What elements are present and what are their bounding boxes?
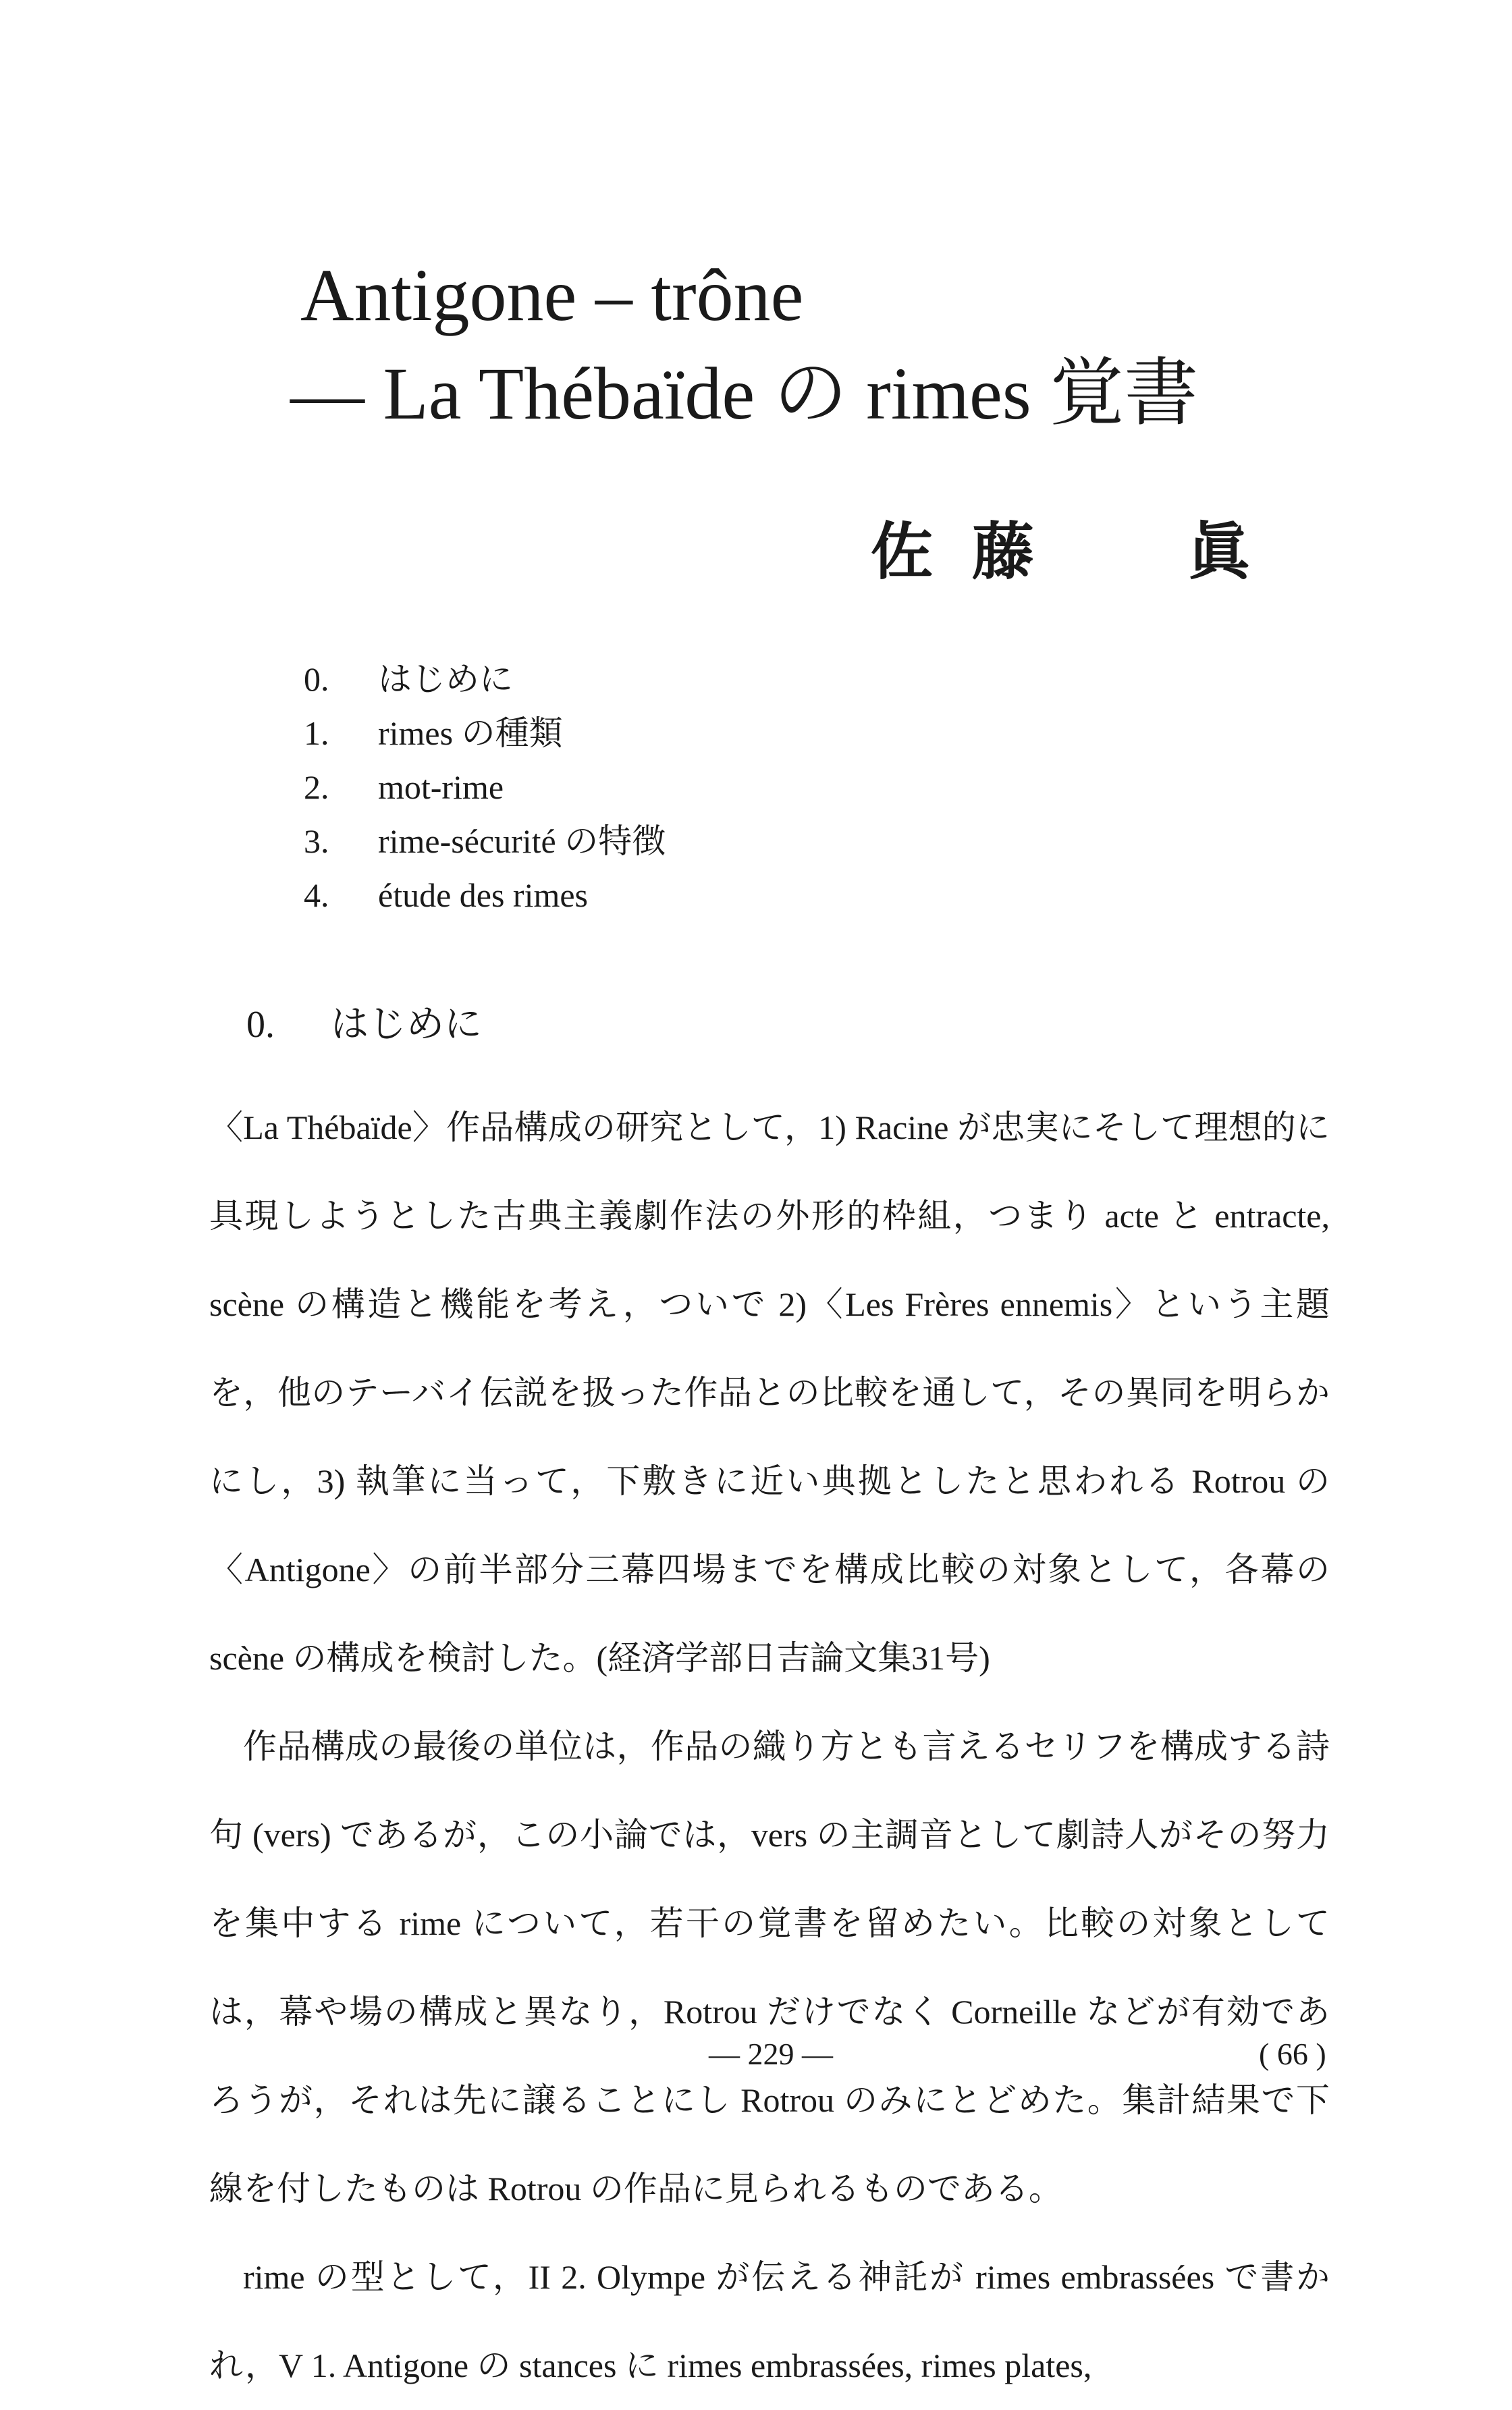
alt-page-number: ( 66 ) <box>1259 2037 1326 2071</box>
author-given-char: 眞 <box>1188 518 1251 587</box>
toc-number: 2. <box>304 768 329 806</box>
table-of-contents <box>304 652 666 922</box>
toc-number: 4. <box>304 876 329 914</box>
section-heading <box>246 998 482 1052</box>
toc-label: rime-sécurité の特徴 <box>378 822 666 860</box>
toc-label: étude des rimes <box>378 876 589 914</box>
toc-label: はじめに <box>378 660 513 698</box>
section-title: はじめに <box>331 1004 482 1046</box>
toc-item <box>304 760 666 814</box>
section-number: 0. <box>246 1004 275 1046</box>
author-middle-char: 藤 <box>972 518 1035 587</box>
toc-item <box>304 814 666 868</box>
author-family-char: 佐 <box>871 518 934 587</box>
page-number: — 229 — <box>709 2037 833 2071</box>
toc-item <box>304 868 666 922</box>
paragraph-1: 〈La Thébaïde〉作品構成の研究として，1) Racine が忠実にそして理想的に具現しようとした古典主義劇作法の外形的枠組，つまり acte と entracte, scène の構造と機能を考え，ついで 2)〈Les Frères ennemis〉という主題を，他のテーバイ伝説を扱った作品との比較を通して，その異同を明らかにし，3) 執筆に当って，下敷きに近い典拠としたと思われる Rotrou の〈Antigone〉の前半部分三幕四場までを構成比較の対象として，各幕の scène の構成を検討した。(経済学部日吉論文集31号) <box>209 1108 1330 1677</box>
toc-item <box>304 652 666 706</box>
title-line-1: Antigone – trône <box>300 254 804 336</box>
toc-number: 1. <box>304 714 329 752</box>
body-text <box>209 1083 1330 2410</box>
toc-label: rimes の種類 <box>378 714 563 752</box>
toc-item <box>304 706 666 760</box>
title-line-2: — La Thébaïde の rimes 覚書 <box>290 352 1199 435</box>
toc-number: 3. <box>304 822 329 860</box>
toc-number: 0. <box>304 660 329 698</box>
paragraph-3: rime の型として，II 2. Olympe が伝える神託が rimes embrassées で書かれ，V 1. Antigone の stances に rimes embrassées, rimes plates, <box>209 2258 1330 2384</box>
paragraph-2: 作品構成の最後の単位は，作品の織り方とも言えるセリフを構成する詩句 (vers) であるが，この小論では，vers の主調音として劇詩人がその努力を集中する rime について，若干の覚書を留めたい。比較の対象としては，幕や場の構成と異なり，Rotrou だけでなく Corneille などが有効であろうが，それは先に譲ることにし Rotrou のみにとどめた。集計結果で下線を付したものは Rotrou の作品に見られるものである。 <box>209 1728 1330 2207</box>
toc-label: mot-rime <box>378 768 504 806</box>
